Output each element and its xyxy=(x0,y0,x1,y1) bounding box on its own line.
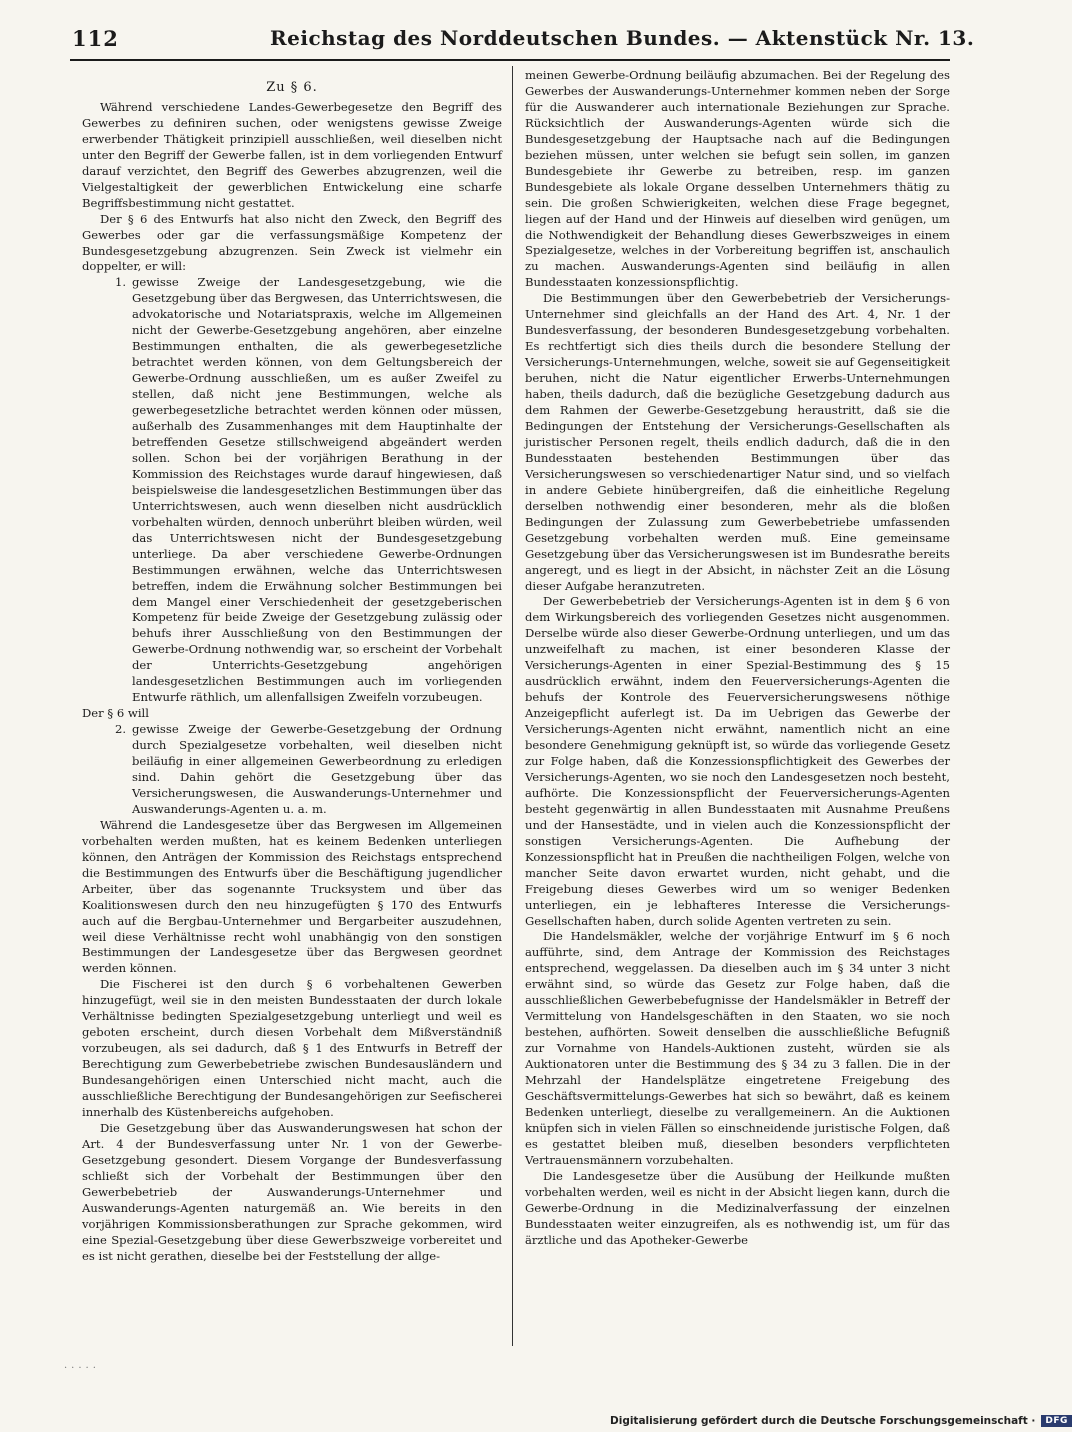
item-number: 1. xyxy=(114,275,126,290)
left-column xyxy=(82,68,502,1330)
scan-artifact-dots: ..... xyxy=(64,1360,100,1371)
running-title: Reichstag des Norddeutschen Bundes. — Aktenstück Nr. 13. xyxy=(270,26,975,50)
enumerated-item xyxy=(82,275,502,706)
item-text: gewisse Zweige der Gewerbe-Gesetzgebung der Ordnung durch Spezialgesetze vorbehalten, weil dieselben nicht beiläufig in einer allgemeinen Gewerbeordnung zu erledigen sind. Dahin gehört die Gesetzgebung über das Versicherungswesen, die Auswanderungs-Unternehmer und Auswanderungs-Agenten u. a. m. xyxy=(132,722,502,816)
page-number: 112 xyxy=(72,26,119,51)
page-header xyxy=(0,20,1000,54)
paragraph: Während die Landesgesetze über das Bergwesen im Allgemeinen vorbehalten werden mußten, hat es keinem Bedenken unterliegen können, den Anträgen der Kommission des Reichstags entsprechend die Bestimmungen des Entwurfs über die Beschäftigung jugendlicher Arbeiter, über das sogenannte Trucksystem und über das Koalitionswesen durch den neu hinzugefügten § 170 des Entwurfs auch auf die Bergbau-Unternehmer und Bergarbeiter auszudehnen, weil diese Verhältnisse recht wohl unabhängig von den sonstigen Bestimmungen der Landesgesetze über das Bergwesen geordnet werden können. xyxy=(82,817,502,976)
section-heading: Zu § 6. xyxy=(266,80,318,95)
paragraph: Die Fischerei ist den durch § 6 vorbehaltenen Gewerben hinzugefügt, weil sie in den meisten Bundesstaaten der durch lokale Verhältnisse bedingten Spezialgesetzgebung unterliegt und weil es geboten erscheint, durch diesen Vorbehalt dem Mißverständniß vorzubeugen, als sei dadurch, daß § 1 des Entwurfs in Betreff der Berechtigung zum Gewerbebetriebe zwischen Bundesausländern und Bundesangehörigen einen Unterschied nicht macht, auch die ausschließliche Berechtigung der Bundesangehörigen zur Seefischerei innerhalb des Küstenbereichs aufgehoben. xyxy=(82,977,502,1119)
header-rule xyxy=(70,59,950,61)
digitization-credit xyxy=(610,1412,1068,1430)
credit-text: Digitalisierung gefördert durch die Deutsche Forschungsgemeinschaft · xyxy=(610,1415,1036,1427)
paragraph: Der Gewerbebetrieb der Versicherungs-Agenten ist in dem § 6 von dem Wirkungsbereich des vorliegenden Gesetzes nicht ausgenommen. Derselbe würde also dieser Gewerbe-Ordnung unterliegen, und um das unzweifelhaft zu machen, ist einer besonderen Klasse der Versicherungs-Agenten in einer Spezial-Bestimmung des § 15 ausdrücklich erwähnt, indem den Feuerversicherungs-Agenten die behufs der Kontrole des Feuerversicherungswesens nöthige Anzeigepflicht auferlegt ist. Da im Uebrigen das Gewerbe der Versicherungs-Agenten nicht erwähnt, namentlich nicht an eine besondere Genehmigung geknüpft ist, so würde das vorliegende Gesetz zur Folge haben, daß die Konzessionspflichtigkeit des Gewerbes der Versicherungs-Agenten, wo sie noch den Landesgesetzen noch besteht, aufhörte. Die Konzessionspflicht der Feuerversicherungs-Agenten besteht gegenwärtig in allen Bundesstaaten mit Ausnahme Preußens und der Hansestädte, und in vielen auch die Konzessionspflicht der sonstigen Versicherungs-Agenten. Die Aufhebung der Konzessionspflicht hat in Preußen die nachtheiligen Folgen, welche von mancher Seite davon erwartet wurden, nicht gehabt, und die Freigebung dieses Gewerbes wird um so weniger Bedenken unterliegen, ein je lebhafteres Interesse die Versicherungs-Gesellschaften haben, durch solide Agenten vertreten zu sein. xyxy=(525,594,950,928)
paragraph: Die Landesgesetze über die Ausübung der Heilkunde mußten vorbehalten werden, weil es nicht in der Absicht liegen kann, durch die Gewerbe-Ordnung in die Medizinalverfassung der einzelnen Bundesstaaten weiter einzugreifen, als es nothwendig ist, um für das ärztliche und das Apotheker-Gewerbe xyxy=(525,1168,950,1247)
paragraph: meinen Gewerbe-Ordnung beiläufig abzumachen. Bei der Regelung des Gewerbes der Auswanderungs-Unternehmer kommen neben der Sorge für die Auswanderer auch internationale Beziehungen zur Sprache. Rücksichtlich der Auswanderungs-Agenten würde sich die Bundesgesetzgebung der Hauptsache nach auf die Bedingungen beziehen müssen, unter welchen sie befugt sein sollen, im ganzen Bundesgebiete ihr Gewerbe zu betreiben, resp. im ganzen Bundesgebiete als lokale Organe desselben Unternehmers thätig zu sein. Die großen Schwierigkeiten, welchen diese Frage begegnet, liegen auf der Hand und der Hinweis auf dieselben wird genügen, um die Nothwendigkeit der Behandlung dieses Gewerbszweiges in einem Spezialgesetze, welches in der Vorbereitung begriffen ist, anschaulich zu machen. Auswanderungs-Agenten sind beiläufig in allen Bundesstaaten konzessionspflichtig. xyxy=(525,68,950,290)
paragraph: Die Bestimmungen über den Gewerbebetrieb der Versicherungs-Unternehmer sind gleichfalls an der Hand des Art. 4, Nr. 1 der Bundesverfassung, der besonderen Bundesgesetzgebung vorbehalten. Es rechtfertigt sich dies theils durch die besondere Stellung der Versicherungs-Unternehmungen, welche, soweit sie auf Gegenseitigkeit beruhen, nicht die Natur eigentlicher Erwerbs-Unternehmungen haben, theils dadurch, daß die bezügliche Gesetzgebung dadurch aus dem Rahmen der Gewerbe-Gesetzgebung heraustritt, daß sie die Bedingungen der Entstehung der Versicherungs-Gesellschaften als juristischer Personen regelt, theils endlich dadurch, daß die in den Bundesstaaten bestehenden Bestimmungen über das Versicherungswesen so verschiedenartiger Natur sind, und so vielfach in andere Gebiete hinübergreifen, daß die einheitliche Regelung derselben nothwendig einer besonderen, mehr als die bloßen Bedingungen der Zulassung zum Gewerbebetriebe umfassenden Gesetzgebung vorbehalten werden muß. Eine gemeinsame Gesetzgebung über das Versicherungswesen ist im Bundesrathe bereits angeregt, und es liegt in der Absicht, in nächster Zeit an die Lösung dieser Aufgabe heranzutreten. xyxy=(525,291,950,593)
paragraph: Während verschiedene Landes-Gewerbegesetze den Begriff des Gewerbes zu definiren suchen, oder wenigstens gewisse Zweige erwerbender Thätigkeit prinzipiell ausschließen, weil dieselben nicht unter den Begriff der Gewerbe fallen, ist in dem vorliegenden Entwurf darauf verzichtet, den Begriff des Gewerbes abzugrenzen, weil die Vielgestaltigkeit der gewerblichen Entwickelung eine scharfe Begriffsbestimmung nicht gestattet. xyxy=(82,99,502,210)
paragraph: Die Gesetzgebung über das Auswanderungswesen hat schon der Art. 4 der Bundesverfassung unter Nr. 1 von der Gewerbe-Gesetzgebung gesondert. Diesem Vorgange der Bundesverfassung schließt sich der Vorbehalt der Bestimmungen über den Gewerbebetrieb der Auswanderungs-Unternehmer und Auswanderungs-Agenten naturgemäß an. Wie bereits in den vorjährigen Kommissionsberathungen zur Sprache gekommen, wird eine Spezial-Gesetzgebung über diese Gewerbszweige vorbereitet und es ist nicht gerathen, dieselbe bei der Feststellung der allge- xyxy=(82,1120,502,1263)
paragraph: Die Handelsmäkler, welche der vorjährige Entwurf im § 6 noch aufführte, sind, dem Antrage der Kommission des Reichstages entsprechend, weggelassen. Da dieselben auch im § 34 unter 3 nicht erwähnt sind, so würde das Gesetz zur Folge haben, daß die ausschließlichen Gewerbebefugnisse der Handelsmäkler in Betreff der Vermittelung von Handelsgeschäften in den Staaten, wo sie noch bestehen, aufhörten. Soweit denselben die ausschließliche Befugniß zur Vornahme von Handels-Auktionen zusteht, würden sie als Auktionatoren unter die Bestimmung des § 34 zu 3 fallen. Die in der Mehrzahl der Handelsplätze eingetretene Freigebung des Geschäftsvermittelungs-Gewerbes hat sich so bewährt, daß es keinem Bedenken unterliegt, dieselbe zu verallgemeinern. An die Auktionen knüpfen sich in vielen Fällen so einschneidende juristische Folgen, daß es gestattet bleiben muß, dieselben besonders verpflichteten Vertrauensmännern vorzubehalten. xyxy=(525,929,950,1167)
dfg-logo-icon: DFG xyxy=(1041,1415,1072,1427)
item-number: 2. xyxy=(114,722,126,737)
paragraph: Der § 6 will xyxy=(82,706,149,721)
column-divider xyxy=(512,66,513,1346)
right-column xyxy=(525,68,950,1330)
item-text: gewisse Zweige der Landesgesetzgebung, wie die Gesetzgebung über das Bergwesen, das Unterrichtswesen, die advokatorische und Notariatspraxis, welche im Allgemeinen nicht der Gewerbe-Gesetzgebung angehören, aber einzelne Bestimmungen enthalten, die als gewerbegesetzliche betrachtet werden können, von dem Geltungsbereich der Gewerbe-Ordnung ausschließen, um es außer Zweifel zu stellen, daß nicht jene Bestimmungen, welche als gewerbegesetzliche betrachtet werden können oder müssen, außerhalb des Zusammenhanges mit dem Hauptinhalte der betreffenden Gesetze stillschweigend abgeändert werden sollen. Schon bei der vorjährigen Berathung in der Kommission des Reichstages wurde darauf hingewiesen, daß beispielsweise die landesgesetzlichen Bestimmungen über das Unterrichtswesen, auch wenn dieselben nicht ausdrücklich vorbehalten würden, dennoch unberührt bleiben würden, weil das Unterrichtswesen nicht der Bundesgesetzgebung unterliege. Da aber verschiedene Gewerbe-Ordnungen Bestimmungen erwähnen, welche das Unterrichtswesen betreffen, indem die Erwähnung solcher Bestimmungen bei dem Mangel einer Verschiedenheit der gesetzgeberischen Kompetenz für beide Zweige der Gesetzgebung zulässig oder behufs ihrer Ausschließung von den Bestimmungen der Gewerbe-Ordnung nothwendig war, so erscheint der Vorbehalt der Unterrichts-Gesetzgebung angehörigen landesgesetzlichen Bestimmungen auch im vorliegenden Entwurfe räthlich, um allenfallsigen Zweifeln vorzubeugen. xyxy=(132,275,502,705)
paragraph: Der § 6 des Entwurfs hat also nicht den Zweck, den Begriff des Gewerbes oder gar die verfassungsmäßige Kompetenz der Bundesgesetzgebung abzugrenzen. Sein Zweck ist vielmehr ein doppelter, er will: xyxy=(82,211,502,274)
enumerated-item xyxy=(82,722,502,818)
